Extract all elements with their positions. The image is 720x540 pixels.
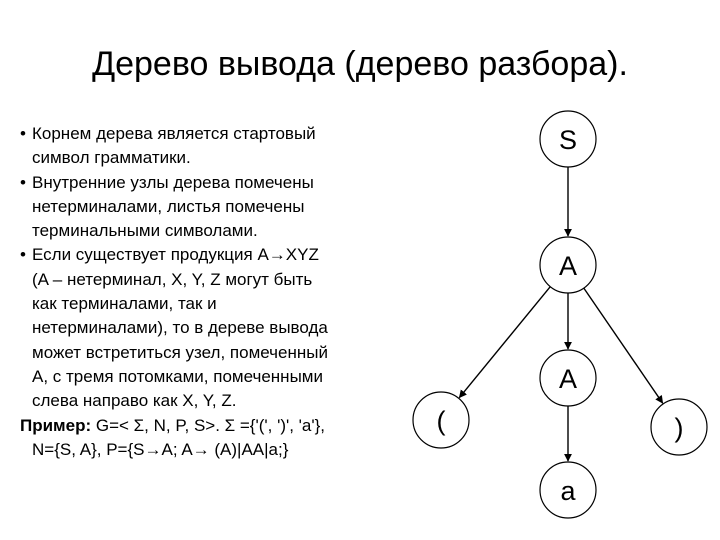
- bullet-line: Если существует продукция A→XYZ: [32, 245, 319, 265]
- bullet-marker: •: [20, 172, 26, 192]
- tree-edge-A1-lp: [459, 287, 550, 398]
- tree-node-label: ): [674, 413, 684, 443]
- bullet-line: Внутренние узлы дерева помечены: [32, 172, 314, 192]
- tree-node-label: A: [558, 364, 578, 394]
- bullet-line: терминальными символами.: [32, 221, 258, 241]
- example-grammar: G=< Σ, N, P, S>. Σ ={'(', ')', 'a'},: [91, 415, 326, 435]
- tree-node-label: S: [558, 125, 578, 155]
- tree-node-rp: [651, 399, 707, 455]
- bullet-marker: •: [20, 245, 26, 265]
- tree-node-label: a: [560, 476, 576, 506]
- bullet-line: слева направо как X, Y, Z.: [32, 391, 237, 411]
- bullet-line: как терминалами, так и: [32, 294, 217, 314]
- example-label: Пример:: [20, 415, 92, 435]
- bullet-line: (A – нетерминал, X, Y, Z могут быть: [32, 269, 313, 289]
- example-line-2: N={S, A}, P={S→A; A→ (A)|AA|a;}: [32, 439, 289, 459]
- slide-title: Дерево вывода (дерево разбора).: [92, 45, 628, 83]
- bullet-line: нетерминалами), то в дереве вывода: [32, 318, 328, 338]
- tree-node-label: (: [436, 406, 446, 436]
- bullet-line: нетерминалами, листья помечены: [32, 196, 305, 216]
- bullet-line: A, с тремя потомками, помеченными: [32, 366, 323, 386]
- tree-edge-A1-rp: [584, 288, 663, 403]
- tree-node-A2: [540, 350, 596, 406]
- tree-node-a: [540, 462, 596, 518]
- tree-node-label: A: [558, 251, 578, 281]
- bullet-line: может встретиться узел, помеченный: [32, 342, 328, 362]
- bullet-marker: •: [20, 124, 26, 143]
- tree-node-lp: [413, 392, 469, 448]
- bullet-line: символ грамматики.: [32, 148, 191, 168]
- tree-node-A1: [540, 237, 596, 293]
- bullet-line: Корнем дерева является стартовый: [32, 124, 316, 143]
- tree-node-S: [540, 111, 596, 167]
